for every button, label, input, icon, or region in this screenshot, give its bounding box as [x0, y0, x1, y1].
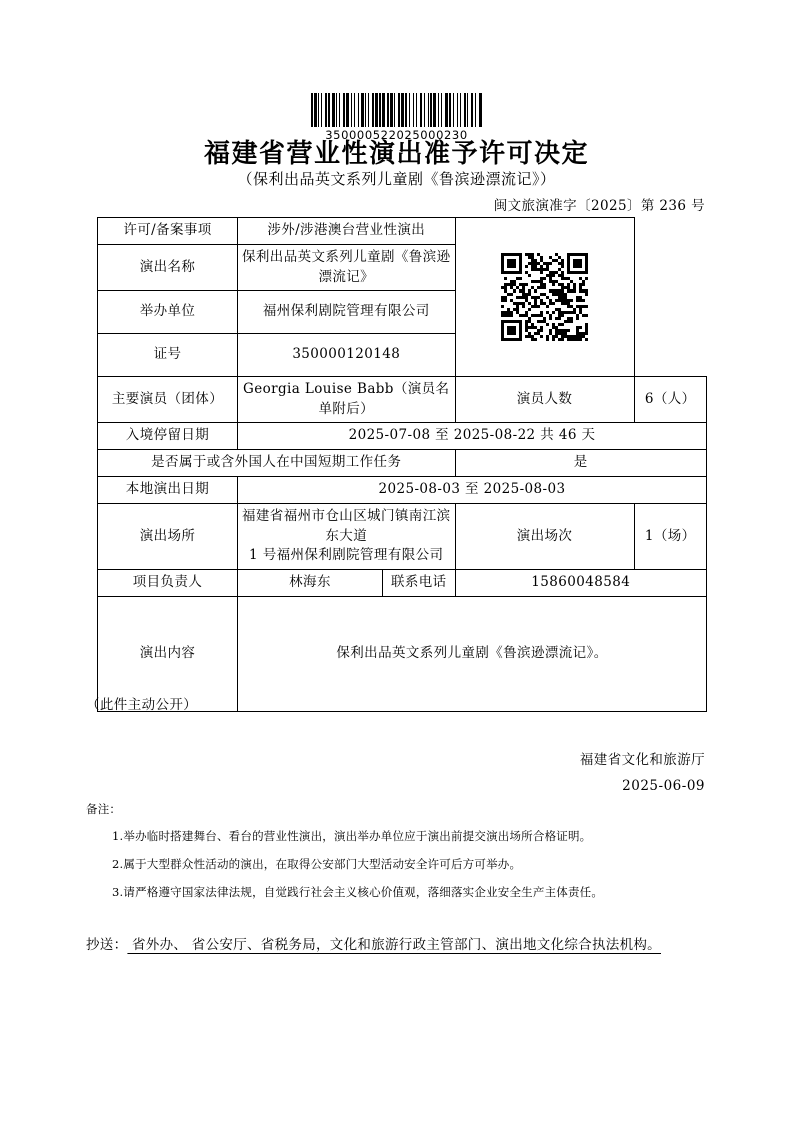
remarks-block — [86, 801, 726, 912]
qr-code-cell — [455, 218, 634, 377]
row-value-local-date: 2025-08-03 至 2025-08-03 — [238, 477, 707, 504]
row-label-show-content: 演出内容 — [98, 596, 238, 711]
table-row — [98, 423, 707, 450]
row-label-venue: 演出场所 — [98, 504, 238, 570]
row-value-stay-period: 2025-07-08 至 2025-08-22 共 46 天 — [238, 423, 707, 450]
list-item: 3.请严格遵守国家法律法规，自觉践行社会主义核心价值观，落细落实企业安全生产主体责任。 — [112, 885, 604, 900]
table-row — [98, 477, 707, 504]
table-row — [98, 218, 707, 245]
qr-code-icon — [501, 253, 589, 341]
row-label-local-date: 本地演出日期 — [98, 477, 238, 504]
list-item: 1.举办临时搭建舞台、看台的营业性演出，演出举办单位应于演出前提交演出场所合格证明。 — [112, 829, 592, 843]
venue-line-2: 1 号福州保利剧院管理有限公司 — [249, 547, 444, 564]
public-disclosure-note: （此件主动公开） — [86, 697, 198, 713]
row-value-venue — [238, 504, 456, 570]
page-title: 福建省营业性演出准予许可决定 — [203, 139, 589, 169]
row-value-show-name: 保利出品英文系列儿童剧《鲁滨逊漂流记》 — [238, 245, 456, 291]
venue-line-1: 福建省福州市仓山区城门镇南江滨东大道 — [242, 508, 451, 544]
row-value-project-owner: 林海东 — [238, 569, 383, 596]
barcode-number: 350000522025000230 — [325, 128, 468, 142]
row-label-foreign-work: 是否属于或含外国人在中国短期工作任务 — [98, 450, 456, 477]
show-content-text: 保利出品英文系列儿童剧《鲁滨逊漂流记》。 — [336, 645, 608, 662]
row-label-organizer: 举办单位 — [98, 291, 238, 334]
remarks-list — [86, 828, 726, 900]
row-value-organizer: 福州保利剧院管理有限公司 — [238, 291, 456, 334]
issuer-block — [580, 748, 705, 799]
row-label-show-name: 演出名称 — [98, 245, 238, 291]
row-label-performer-count: 演员人数 — [455, 377, 634, 423]
row-label-permit-item: 许可/备案事项 — [98, 218, 238, 245]
row-value-phone: 15860048584 — [455, 569, 707, 596]
table-row — [98, 569, 707, 596]
table-row — [98, 504, 707, 570]
cc-block — [86, 932, 726, 958]
row-value-show-count: 1（场） — [634, 504, 707, 570]
row-label-cert-no: 证号 — [98, 334, 238, 377]
table-row — [98, 450, 707, 477]
barcode-image — [311, 93, 483, 127]
row-value-cert-no: 350000120148 — [238, 334, 456, 377]
row-value-permit-item: 涉外/涉港澳台营业性演出 — [238, 218, 456, 245]
table-row — [98, 377, 707, 423]
row-label-project-owner: 项目负责人 — [98, 569, 238, 596]
row-value-performer-count: 6（人） — [634, 377, 707, 423]
page-subtitle: （保利出品英文系列儿童剧《鲁滨逊漂流记》） — [237, 170, 556, 188]
issue-date: 2025-06-09 — [622, 777, 705, 794]
permit-table — [97, 217, 707, 712]
document-number: 闽文旅演准字〔2025〕第 236 号 — [493, 198, 705, 214]
row-label-show-count: 演出场次 — [455, 504, 634, 570]
list-item: 2.属于大型群众性活动的演出，在取得公安部门大型活动安全许可后方可举办。 — [112, 857, 522, 872]
cc-label: 抄送： — [86, 937, 128, 953]
issuer-name: 福建省文化和旅游厅 — [579, 752, 705, 768]
row-value-main-performer: Georgia Louise Babb（演员名单附后） — [238, 377, 456, 423]
row-label-main-performer: 主要演员（团体） — [98, 377, 238, 423]
row-value-show-content — [238, 596, 707, 711]
row-value-foreign-work: 是 — [455, 450, 707, 477]
cc-recipients: 省外办、 省公安厅、省税务局，文化和旅游行政主管部门、演出地文化综合执法机构。 — [127, 937, 661, 953]
remarks-title: 备注： — [86, 802, 122, 816]
row-label-stay-period: 入境停留日期 — [98, 423, 238, 450]
row-label-phone: 联系电话 — [383, 569, 456, 596]
